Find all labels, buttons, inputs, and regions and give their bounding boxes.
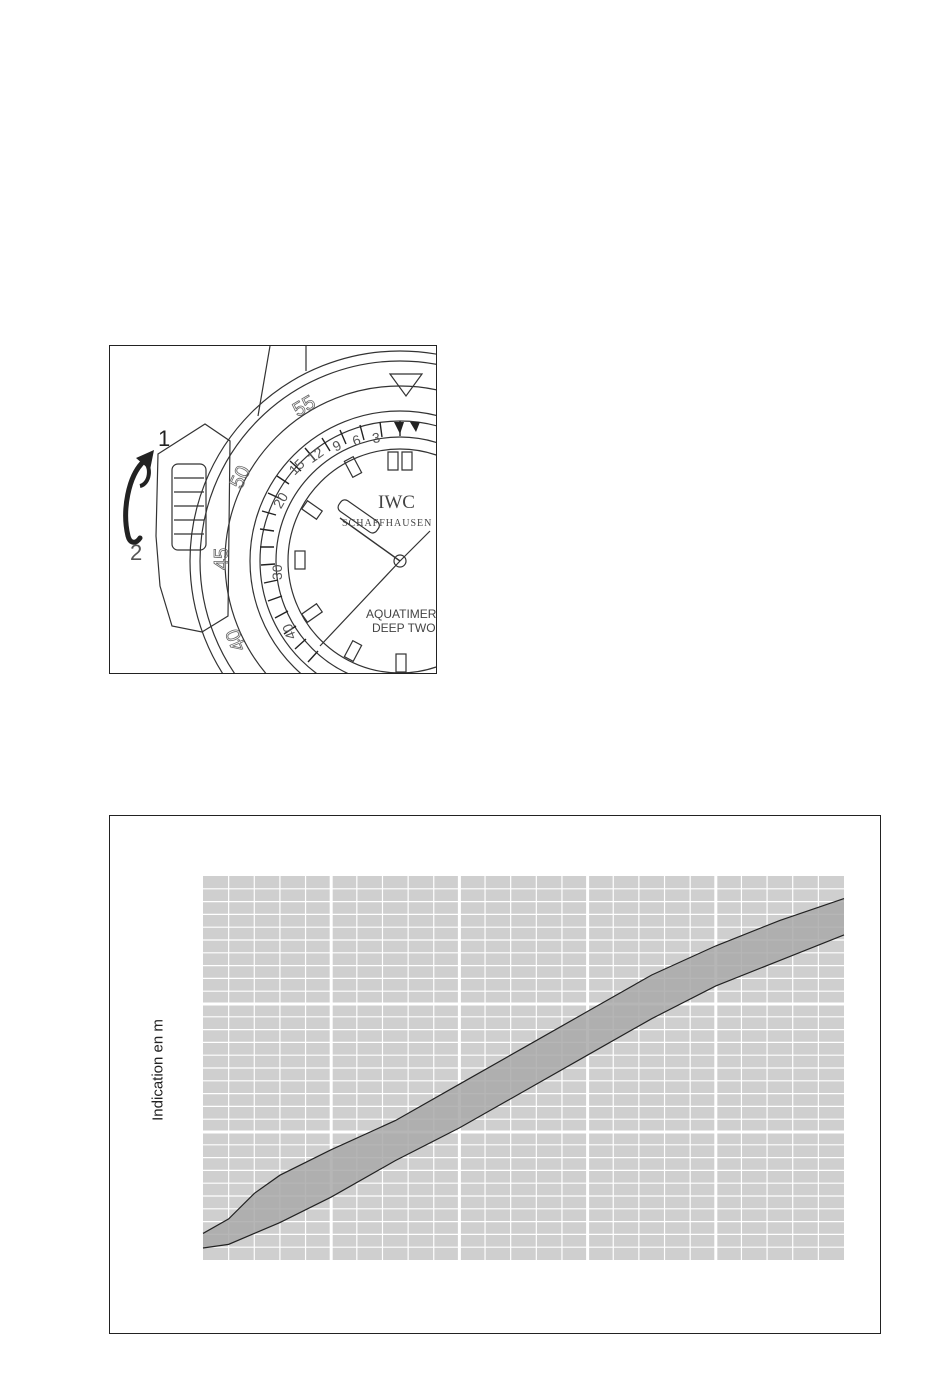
depth-numeral-3: 3 xyxy=(370,429,382,447)
depth-indicator-marks xyxy=(394,422,420,434)
depth-numeral-15: 15 xyxy=(285,455,308,479)
bezel-triangle xyxy=(390,374,422,396)
depth-numeral-12: 12 xyxy=(304,443,327,466)
step-1-label: 1 xyxy=(158,426,171,451)
brand-subtext: SCHAFFHAUSEN xyxy=(342,518,433,529)
depth-numeral-30: 30 xyxy=(269,564,285,580)
brand-logo-text: IWC xyxy=(378,492,415,513)
step-2-label: 2 xyxy=(130,540,143,565)
depth-numeral-6: 6 xyxy=(350,431,363,450)
model-name-line2: DEEP TWO xyxy=(372,621,436,635)
watch-drawing xyxy=(110,346,436,673)
depth-numeral-20: 20 xyxy=(269,489,292,512)
hour-hand-lume xyxy=(336,498,381,535)
hour-marker xyxy=(302,501,322,520)
hour-marker xyxy=(295,551,305,569)
bezel-numeral-45: 45 xyxy=(211,547,233,570)
rotation-arrow-icon xyxy=(126,450,154,542)
bezel-numeral-55: 55 xyxy=(289,391,320,422)
lug-line xyxy=(258,346,270,416)
chart-svg xyxy=(110,816,880,1333)
crown-grip-lines xyxy=(174,478,204,534)
model-name-line1: AQUATIMER xyxy=(366,607,436,621)
depth-numeral-9: 9 xyxy=(329,436,344,455)
bezel-numeral-50: 50 xyxy=(225,462,256,492)
hour-marker xyxy=(302,604,322,623)
bezel-numeral-40: 40 xyxy=(221,625,251,655)
hour-marker xyxy=(344,641,361,662)
watch-crown-illustration xyxy=(109,345,437,674)
twelve-marker xyxy=(388,452,412,470)
hour-marker xyxy=(396,654,406,672)
depth-accuracy-chart xyxy=(109,815,881,1334)
depth-numeral-40: 40 xyxy=(278,621,300,642)
dial-edge xyxy=(288,449,436,673)
y-axis-label: Indication en m xyxy=(149,1019,167,1121)
